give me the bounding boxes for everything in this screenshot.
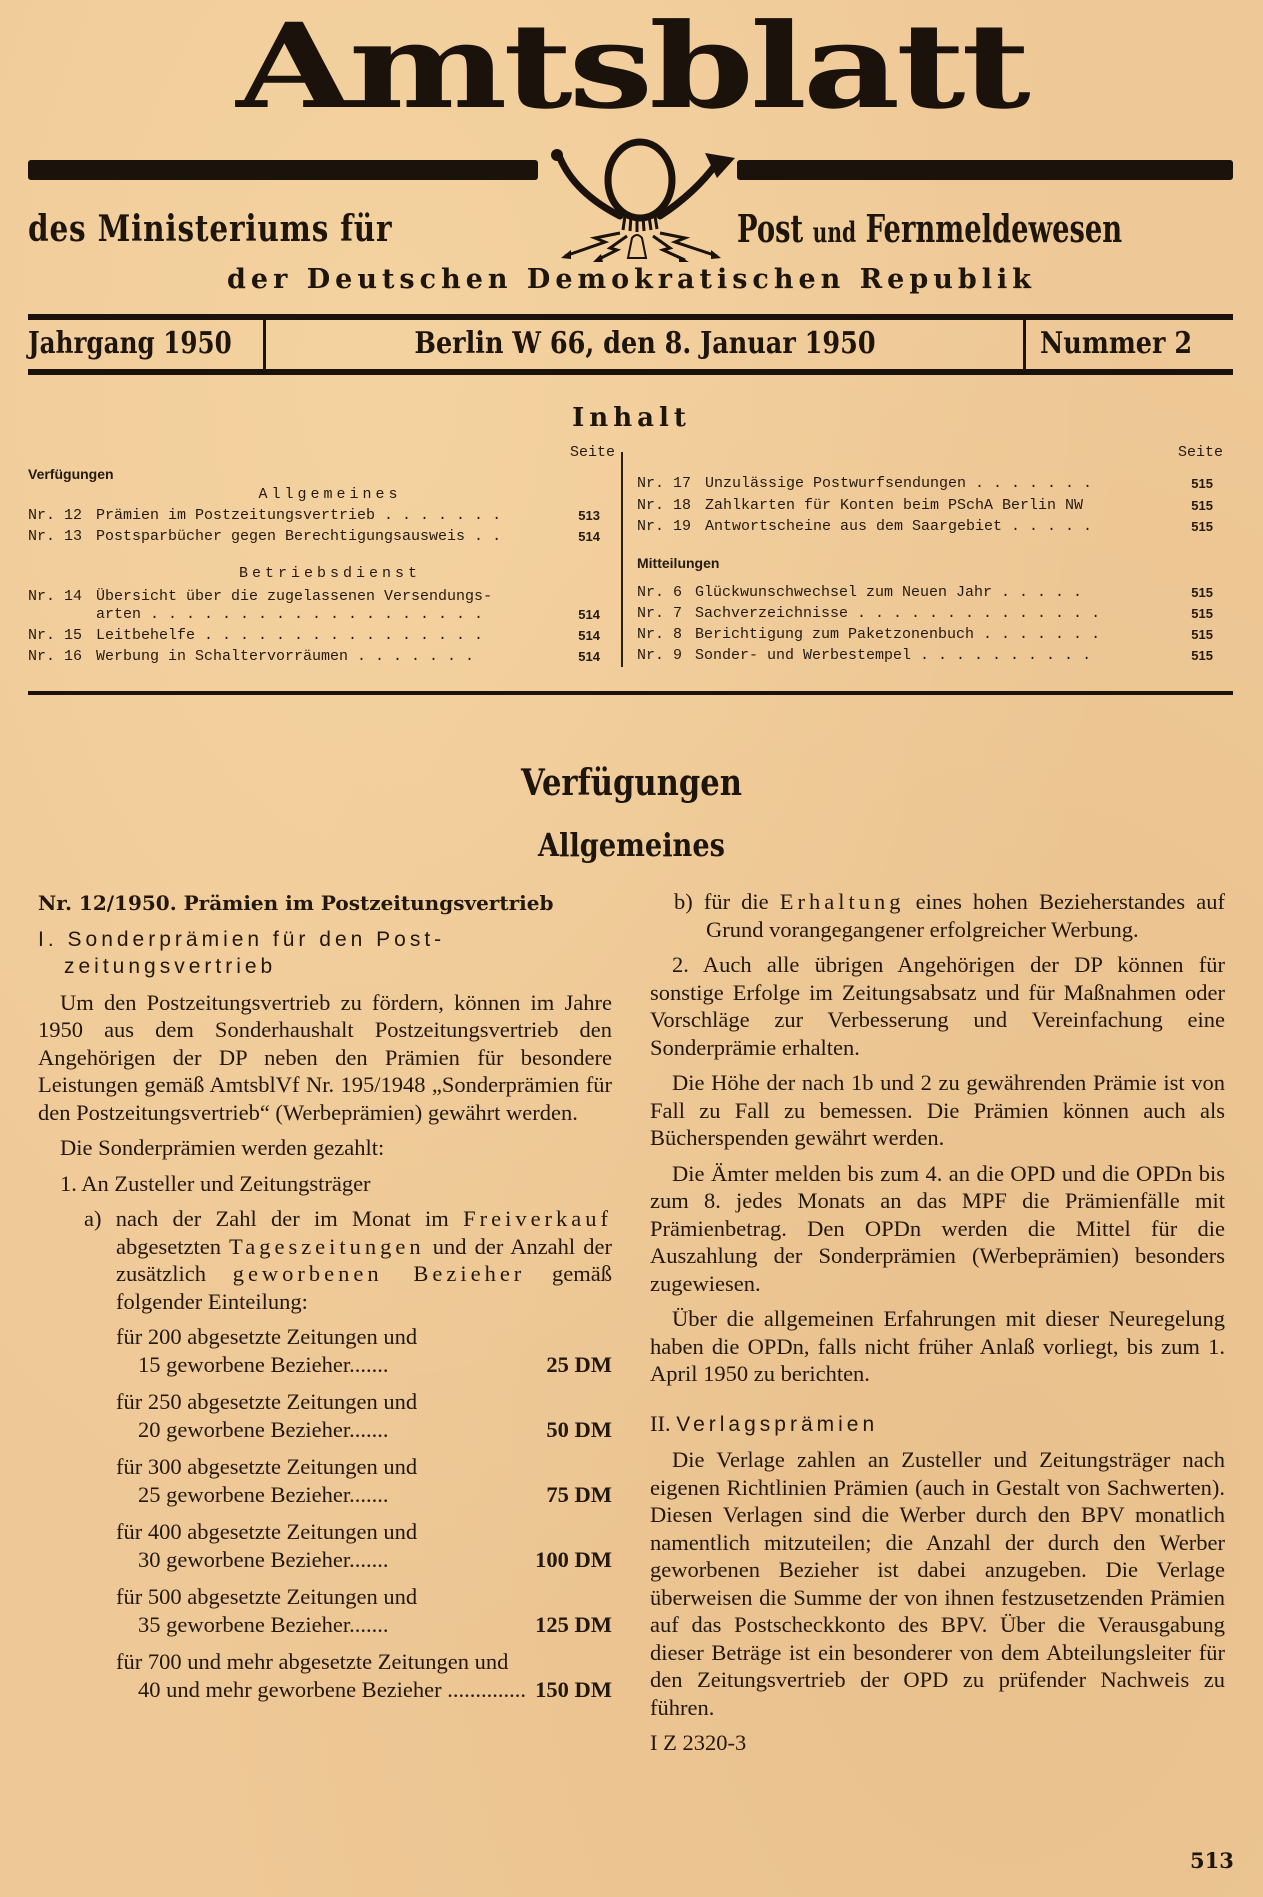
contents-group-betriebsdienst: Betriebsdienst bbox=[238, 565, 422, 582]
contents-section-verfuegungen: Verfügungen bbox=[28, 466, 114, 482]
part1-heading-line1: I. Sonderprämien für den Post- bbox=[38, 927, 446, 951]
subtitle-und: und bbox=[812, 216, 857, 249]
premium-scale-row: für 700 und mehr abgesetzte Zeitungen und 40 und mehr geworbene Bezieher .............. 150 DM bbox=[116, 1649, 612, 1702]
premium-scale-row: für 250 abgesetzte Zeitungen und 20 geworbene Bezieher....... 50 DM bbox=[116, 1389, 612, 1442]
contents-item[interactable]: Nr. 8 Berichtigung zum Paketzonenbuch . . . . . . . 515 bbox=[637, 626, 1213, 643]
section-title: Verfügungen bbox=[521, 762, 742, 804]
contents-rule-bottom bbox=[28, 691, 1233, 695]
contents-item[interactable]: Nr. 18 Zahlkarten für Konten beim PSchA Berlin NW 515 bbox=[637, 497, 1213, 514]
premium-amount: 75 DM bbox=[546, 1481, 612, 1507]
part1-heading-line2: zeitungsvertrieb bbox=[64, 955, 277, 978]
paragraph: 2. Auch alle übrigen Angehörigen der DP können für sonstige Erfolge im Zeitungsabsatz und für Maßnahmen oder Vorschläge zur Verbesserung und Vereinfachung eine Sonderprämie erhalten. bbox=[650, 952, 1225, 1060]
contents-item-continuation[interactable]: arten . . . . . . . . . . . . . . . . . . . 514 bbox=[96, 606, 600, 623]
body-left-column bbox=[38, 890, 612, 1713]
masthead-title: Amtsblatt bbox=[236, 0, 1027, 136]
subsection-title: Allgemeines bbox=[538, 826, 725, 864]
premium-scale-row: für 400 abgesetzte Zeitungen und 30 geworbene Bezieher....... 100 DM bbox=[116, 1519, 612, 1572]
issue-divider-left bbox=[263, 320, 266, 370]
paragraph: Die Ämter melden bis zum 4. an die OPD und die OPDn bis zum 8. jedes Monats an das MPF die Prämienfälle mit Prämienbetrag. Den OPDn werden die Mittel für die Auszahlung der Sonderprämien (Werbeprämien) besonders zugewiesen. bbox=[650, 1160, 1225, 1296]
masthead-bar-right bbox=[737, 160, 1233, 180]
contents-item[interactable]: Nr. 9 Sonder- und Werbestempel . . . . . . . . . . 515 bbox=[637, 647, 1213, 664]
file-reference: I Z 2320-3 bbox=[650, 1730, 747, 1755]
contents-item[interactable]: Nr. 14 Übersicht über die zugelassenen Versendungs- bbox=[28, 588, 493, 605]
page-number: 513 bbox=[1190, 1848, 1234, 1873]
contents-item[interactable]: Nr. 19 Antwortscheine aus dem Saargebiet . . . . . 515 bbox=[637, 518, 1213, 535]
contents-item[interactable]: Nr. 15 Leitbehelfe . . . . . . . . . . . . . . . . 514 bbox=[28, 627, 600, 644]
premium-scale-row: für 500 abgesetzte Zeitungen und 35 geworbene Bezieher....... 125 DM bbox=[116, 1584, 612, 1637]
issue-volume: Jahrgang 1950 bbox=[28, 326, 232, 361]
premium-amount: 50 DM bbox=[546, 1416, 612, 1442]
paragraph: Um den Postzeitungsvertrieb zu fördern, können im Jahre 1950 aus dem Sonderhaushalt Postzeitungsvertrieb den Angehörigen der DP neben den Prämien für besondere Leistungen gemäß AmtsblVf Nr. 195/1948 „Sonderprämien für den Postzeitungsvertrieb“ (Werbeprämien) gewährt werden. bbox=[38, 989, 612, 1125]
issue-place-date: Berlin W 66, den 8. Januar 1950 bbox=[414, 326, 876, 361]
paragraph: Die Höhe der nach 1b und 2 zu gewährenden Prämie ist von Fall zu Fall zu bemessen. Die Prämien können auch als Bücherspenden gewährt werden. bbox=[650, 1070, 1225, 1150]
list-item-1a: a) nach der Zahl der im Monat im Freiverkauf abgesetzten Tageszeitungen und der Anzahl der zusätzlich geworbenen Bezieher gemäß folgender Einteilung: bbox=[84, 1206, 613, 1314]
part2-heading: II. Verlagsprämien bbox=[650, 1410, 879, 1436]
posthorn-with-lightning-icon bbox=[535, 138, 745, 263]
issue-number: Nummer 2 bbox=[1040, 326, 1193, 361]
contents-item[interactable]: Nr. 17 Unzulässige Postwurfsendungen . . . . . . . 515 bbox=[637, 475, 1213, 492]
paragraph: Die Sonderprämien werden gezahlt: bbox=[60, 1135, 385, 1160]
premium-amount: 100 DM bbox=[535, 1546, 612, 1572]
premium-amount: 25 DM bbox=[546, 1351, 612, 1377]
contents-section-mitteilungen: Mitteilungen bbox=[637, 555, 720, 571]
subtitle-fernmeldewesen: Fernmeldewesen bbox=[865, 206, 1123, 251]
issue-rule-top bbox=[28, 314, 1233, 320]
body-right-column bbox=[650, 888, 1225, 1757]
masthead-subtitle-left: des Ministeriums für bbox=[28, 208, 393, 250]
paragraph: Über die allgemeinen Erfahrungen mit dieser Neuregelung haben die OPDn, falls nicht früher Anlaß vorliegt, bis zum 1. April 1950 zu berichten. bbox=[650, 1306, 1225, 1386]
issue-rule-bottom bbox=[28, 369, 1233, 375]
paragraph: Die Verlage zahlen an Zusteller und Zeitungsträger nach eigenen Richtlinien Prämien (auch in Gestalt von Sachwerten). Diesen Verlagen sind die Werber durch den BPV monatlich namentlich mitzuteilen; die Anzahl der durch den Werber geworbenen Bezieher ist dabei anzugeben. Die Verlage überweisen die Summe der von ihnen festzusetzenden Prämien auf das Postscheckkonto des BPV. Über die Verausgabung dieser Beträge ist ein besonderer von dem Abteilungsleiter für den Zeitungsvertrieb der OPD zu prüfender Nachweis zu führen. bbox=[650, 1447, 1225, 1720]
premium-scale-row: für 300 abgesetzte Zeitungen und 25 geworbene Bezieher....... 75 DM bbox=[116, 1454, 612, 1507]
masthead-subtitle-republic: der Deutschen Demokratischen Republik bbox=[227, 264, 1036, 295]
premium-amount: 125 DM bbox=[535, 1611, 612, 1637]
contents-column-divider bbox=[621, 452, 623, 667]
contents-item[interactable]: Nr. 6 Glückwunschwechsel zum Neuen Jahr . . . . . 515 bbox=[637, 584, 1213, 601]
masthead-bar-left bbox=[28, 160, 538, 180]
list-item-1: 1. An Zusteller und Zeitungsträger bbox=[60, 1170, 371, 1196]
contents-title: Inhalt bbox=[572, 403, 691, 433]
contents-page-header-left: Seite bbox=[570, 444, 616, 461]
contents-item[interactable]: Nr. 7 Sachverzeichnisse . . . . . . . . . . . . . . 515 bbox=[637, 605, 1213, 622]
article-title: Nr. 12/1950. Prämien im Postzeitungsvertrieb bbox=[38, 891, 554, 915]
contents-item[interactable]: Nr. 12 Prämien im Postzeitungsvertrieb . . . . . . . 513 bbox=[28, 507, 600, 524]
contents-group-allgemeines: Allgemeines bbox=[258, 486, 402, 503]
contents-item[interactable]: Nr. 16 Werbung in Schaltervorräumen . . . . . . . 514 bbox=[28, 648, 600, 665]
contents-item[interactable]: Nr. 13 Postsparbücher gegen Berechtigungsausweis . . 514 bbox=[28, 528, 600, 545]
contents-page-header-right: Seite bbox=[1178, 444, 1224, 461]
subtitle-post: Post bbox=[737, 206, 804, 251]
masthead-subtitle-right bbox=[737, 206, 1122, 251]
list-item-1b: b) für die Erhaltung eines hohen Bezieherstandes auf Grund vorangegangener erfolgreicher Werbung. bbox=[674, 889, 1225, 942]
premium-scale-row: für 200 abgesetzte Zeitungen und 15 geworbene Bezieher....... 25 DM bbox=[116, 1324, 612, 1377]
issue-divider-right bbox=[1023, 320, 1026, 370]
premium-amount: 150 DM bbox=[535, 1676, 612, 1702]
